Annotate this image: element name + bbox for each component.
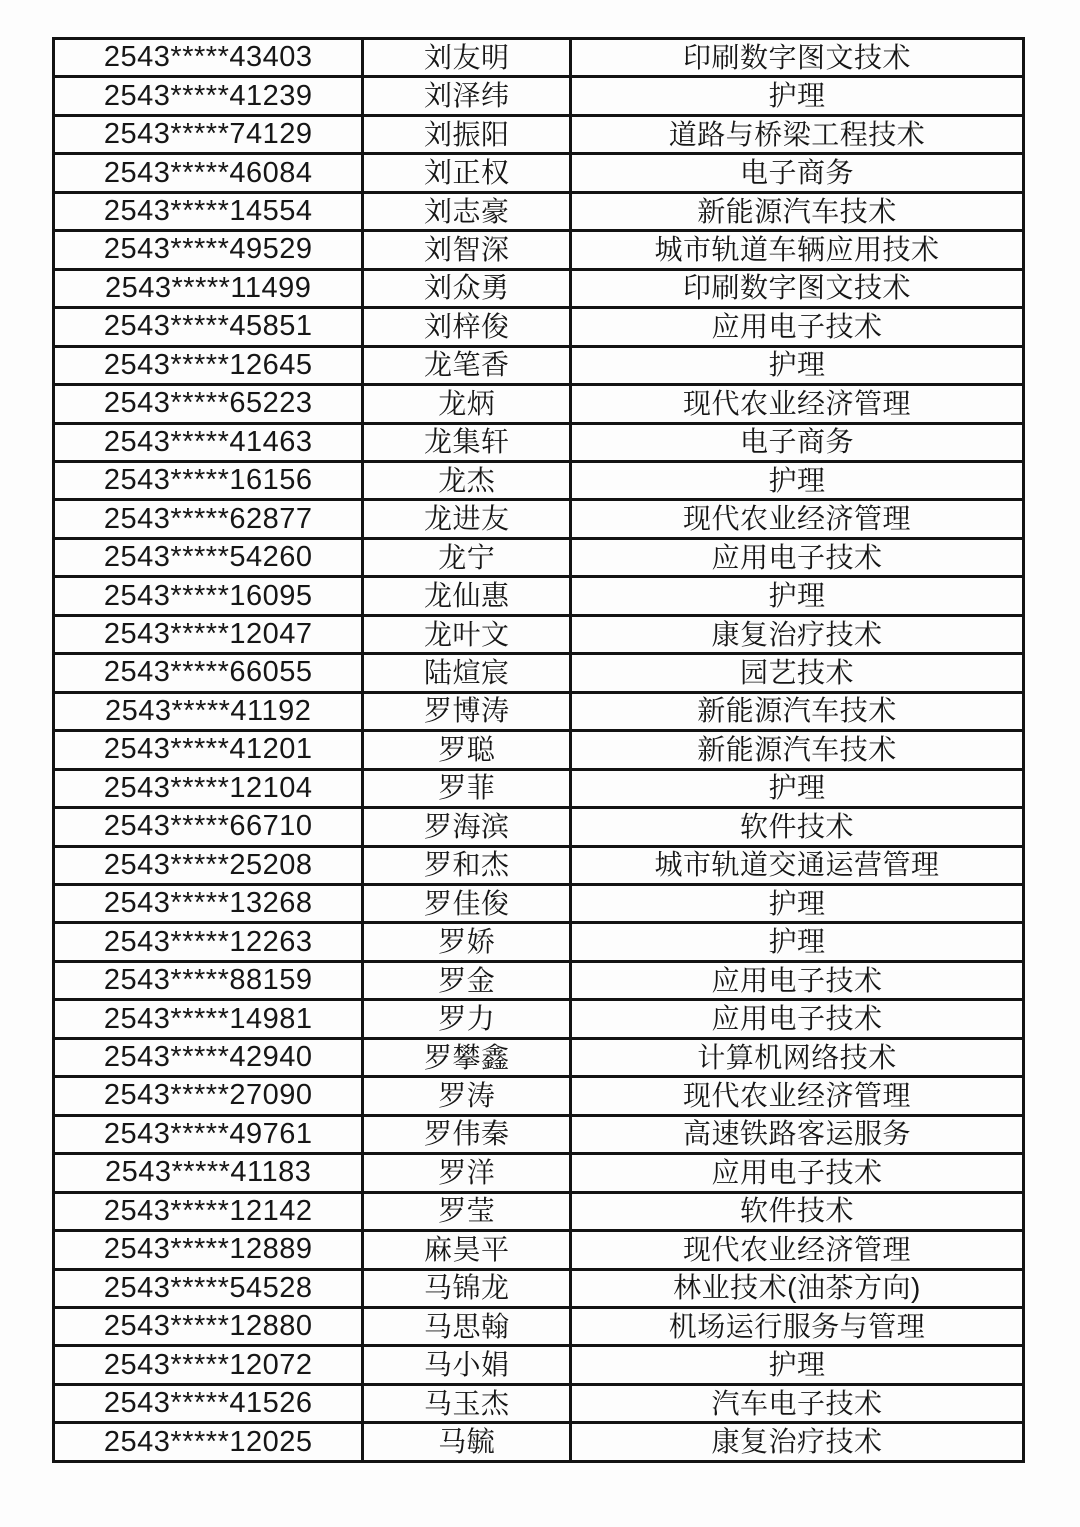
table-row — [54, 154, 1024, 192]
table-row — [54, 1115, 1024, 1153]
exam-id-cell: 2543*****41201 — [54, 731, 363, 769]
student-name-cell: 马玉杰 — [363, 1384, 571, 1422]
student-name-cell: 麻昊平 — [363, 1231, 571, 1269]
exam-id-cell: 2543*****88159 — [54, 961, 363, 999]
major-cell: 新能源汽车技术 — [571, 731, 1024, 769]
major-cell: 印刷数字图文技术 — [571, 269, 1024, 307]
table-row — [54, 961, 1024, 999]
major-cell: 软件技术 — [571, 808, 1024, 846]
student-name-cell: 罗力 — [363, 1000, 571, 1038]
table-row — [54, 385, 1024, 423]
exam-id-cell: 2543*****14554 — [54, 192, 363, 230]
student-name-cell: 马毓 — [363, 1423, 571, 1462]
major-cell: 现代农业经济管理 — [571, 1231, 1024, 1269]
major-cell: 护理 — [571, 577, 1024, 615]
exam-id-cell: 2543*****16156 — [54, 461, 363, 499]
exam-id-cell: 2543*****41183 — [54, 1154, 363, 1192]
exam-id-cell: 2543*****12104 — [54, 769, 363, 807]
table-row — [54, 577, 1024, 615]
table-row — [54, 1307, 1024, 1345]
table-row — [54, 39, 1024, 77]
exam-id-cell: 2543*****54528 — [54, 1269, 363, 1307]
table-row — [54, 1038, 1024, 1076]
exam-id-cell: 2543*****12142 — [54, 1192, 363, 1230]
student-name-cell: 龙宁 — [363, 538, 571, 576]
exam-id-cell: 2543*****74129 — [54, 115, 363, 153]
major-cell: 护理 — [571, 77, 1024, 115]
table-row — [54, 769, 1024, 807]
table-row — [54, 346, 1024, 384]
major-cell: 道路与桥梁工程技术 — [571, 115, 1024, 153]
roster-table-body — [54, 39, 1024, 1462]
student-name-cell: 龙仙惠 — [363, 577, 571, 615]
table-row — [54, 115, 1024, 153]
table-row — [54, 884, 1024, 922]
table-row — [54, 692, 1024, 730]
table-row — [54, 615, 1024, 653]
exam-id-cell: 2543*****12880 — [54, 1307, 363, 1345]
table-row — [54, 1231, 1024, 1269]
student-name-cell: 刘泽纬 — [363, 77, 571, 115]
exam-id-cell: 2543*****13268 — [54, 884, 363, 922]
major-cell: 计算机网络技术 — [571, 1038, 1024, 1076]
student-name-cell: 罗海滨 — [363, 808, 571, 846]
exam-id-cell: 2543*****12263 — [54, 923, 363, 961]
major-cell: 现代农业经济管理 — [571, 385, 1024, 423]
table-row — [54, 423, 1024, 461]
exam-id-cell: 2543*****46084 — [54, 154, 363, 192]
table-row — [54, 654, 1024, 692]
exam-id-cell: 2543*****11499 — [54, 269, 363, 307]
student-name-cell: 刘梓俊 — [363, 308, 571, 346]
exam-id-cell: 2543*****66055 — [54, 654, 363, 692]
major-cell: 护理 — [571, 769, 1024, 807]
student-name-cell: 刘志豪 — [363, 192, 571, 230]
table-row — [54, 1000, 1024, 1038]
student-name-cell: 刘友明 — [363, 39, 571, 77]
major-cell: 城市轨道交通运营管理 — [571, 846, 1024, 884]
major-cell: 应用电子技术 — [571, 1154, 1024, 1192]
table-row — [54, 77, 1024, 115]
student-name-cell: 罗攀鑫 — [363, 1038, 571, 1076]
student-roster-table — [52, 37, 1025, 1463]
table-row — [54, 1346, 1024, 1384]
exam-id-cell: 2543*****12047 — [54, 615, 363, 653]
major-cell: 应用电子技术 — [571, 1000, 1024, 1038]
major-cell: 康复治疗技术 — [571, 1423, 1024, 1462]
student-name-cell: 龙笔香 — [363, 346, 571, 384]
student-name-cell: 马小娟 — [363, 1346, 571, 1384]
student-name-cell: 罗莹 — [363, 1192, 571, 1230]
student-name-cell: 龙集轩 — [363, 423, 571, 461]
exam-id-cell: 2543*****41192 — [54, 692, 363, 730]
student-name-cell: 罗洋 — [363, 1154, 571, 1192]
student-name-cell: 马锦龙 — [363, 1269, 571, 1307]
major-cell: 新能源汽车技术 — [571, 692, 1024, 730]
major-cell: 电子商务 — [571, 154, 1024, 192]
exam-id-cell: 2543*****54260 — [54, 538, 363, 576]
major-cell: 护理 — [571, 461, 1024, 499]
table-row — [54, 269, 1024, 307]
table-row — [54, 1423, 1024, 1462]
table-row — [54, 1077, 1024, 1115]
exam-id-cell: 2543*****66710 — [54, 808, 363, 846]
table-row — [54, 308, 1024, 346]
major-cell: 康复治疗技术 — [571, 615, 1024, 653]
exam-id-cell: 2543*****49761 — [54, 1115, 363, 1153]
student-name-cell: 罗伟秦 — [363, 1115, 571, 1153]
table-row — [54, 808, 1024, 846]
major-cell: 印刷数字图文技术 — [571, 39, 1024, 77]
table-row — [54, 846, 1024, 884]
table-row — [54, 231, 1024, 269]
major-cell: 园艺技术 — [571, 654, 1024, 692]
exam-id-cell: 2543*****42940 — [54, 1038, 363, 1076]
student-name-cell: 龙进友 — [363, 500, 571, 538]
exam-id-cell: 2543*****25208 — [54, 846, 363, 884]
table-row — [54, 731, 1024, 769]
exam-id-cell: 2543*****43403 — [54, 39, 363, 77]
student-name-cell: 刘众勇 — [363, 269, 571, 307]
major-cell: 现代农业经济管理 — [571, 1077, 1024, 1115]
exam-id-cell: 2543*****16095 — [54, 577, 363, 615]
exam-id-cell: 2543*****49529 — [54, 231, 363, 269]
major-cell: 应用电子技术 — [571, 308, 1024, 346]
table-row — [54, 461, 1024, 499]
student-name-cell: 刘智深 — [363, 231, 571, 269]
student-name-cell: 罗菲 — [363, 769, 571, 807]
table-row — [54, 1154, 1024, 1192]
student-name-cell: 罗金 — [363, 961, 571, 999]
exam-id-cell: 2543*****41463 — [54, 423, 363, 461]
major-cell: 应用电子技术 — [571, 538, 1024, 576]
major-cell: 汽车电子技术 — [571, 1384, 1024, 1422]
major-cell: 护理 — [571, 884, 1024, 922]
student-name-cell: 马思翰 — [363, 1307, 571, 1345]
major-cell: 机场运行服务与管理 — [571, 1307, 1024, 1345]
student-name-cell: 刘正权 — [363, 154, 571, 192]
major-cell: 林业技术(油茶方向) — [571, 1269, 1024, 1307]
major-cell: 新能源汽车技术 — [571, 192, 1024, 230]
major-cell: 应用电子技术 — [571, 961, 1024, 999]
table-row — [54, 1269, 1024, 1307]
table-row — [54, 1384, 1024, 1422]
student-name-cell: 罗佳俊 — [363, 884, 571, 922]
table-row — [54, 1192, 1024, 1230]
table-row — [54, 500, 1024, 538]
student-name-cell: 刘振阳 — [363, 115, 571, 153]
major-cell: 电子商务 — [571, 423, 1024, 461]
student-name-cell: 龙叶文 — [363, 615, 571, 653]
major-cell: 软件技术 — [571, 1192, 1024, 1230]
exam-id-cell: 2543*****65223 — [54, 385, 363, 423]
student-name-cell: 罗博涛 — [363, 692, 571, 730]
exam-id-cell: 2543*****14981 — [54, 1000, 363, 1038]
student-name-cell: 罗和杰 — [363, 846, 571, 884]
student-name-cell: 龙炳 — [363, 385, 571, 423]
major-cell: 高速铁路客运服务 — [571, 1115, 1024, 1153]
exam-id-cell: 2543*****27090 — [54, 1077, 363, 1115]
major-cell: 护理 — [571, 923, 1024, 961]
major-cell: 城市轨道车辆应用技术 — [571, 231, 1024, 269]
exam-id-cell: 2543*****41239 — [54, 77, 363, 115]
student-name-cell: 龙杰 — [363, 461, 571, 499]
exam-id-cell: 2543*****12025 — [54, 1423, 363, 1462]
major-cell: 现代农业经济管理 — [571, 500, 1024, 538]
exam-id-cell: 2543*****45851 — [54, 308, 363, 346]
student-name-cell: 陆煊宸 — [363, 654, 571, 692]
major-cell: 护理 — [571, 346, 1024, 384]
table-row — [54, 192, 1024, 230]
exam-id-cell: 2543*****62877 — [54, 500, 363, 538]
student-name-cell: 罗聪 — [363, 731, 571, 769]
exam-id-cell: 2543*****41526 — [54, 1384, 363, 1422]
major-cell: 护理 — [571, 1346, 1024, 1384]
exam-id-cell: 2543*****12889 — [54, 1231, 363, 1269]
table-row — [54, 538, 1024, 576]
student-name-cell: 罗娇 — [363, 923, 571, 961]
table-row — [54, 923, 1024, 961]
exam-id-cell: 2543*****12645 — [54, 346, 363, 384]
exam-id-cell: 2543*****12072 — [54, 1346, 363, 1384]
student-name-cell: 罗涛 — [363, 1077, 571, 1115]
